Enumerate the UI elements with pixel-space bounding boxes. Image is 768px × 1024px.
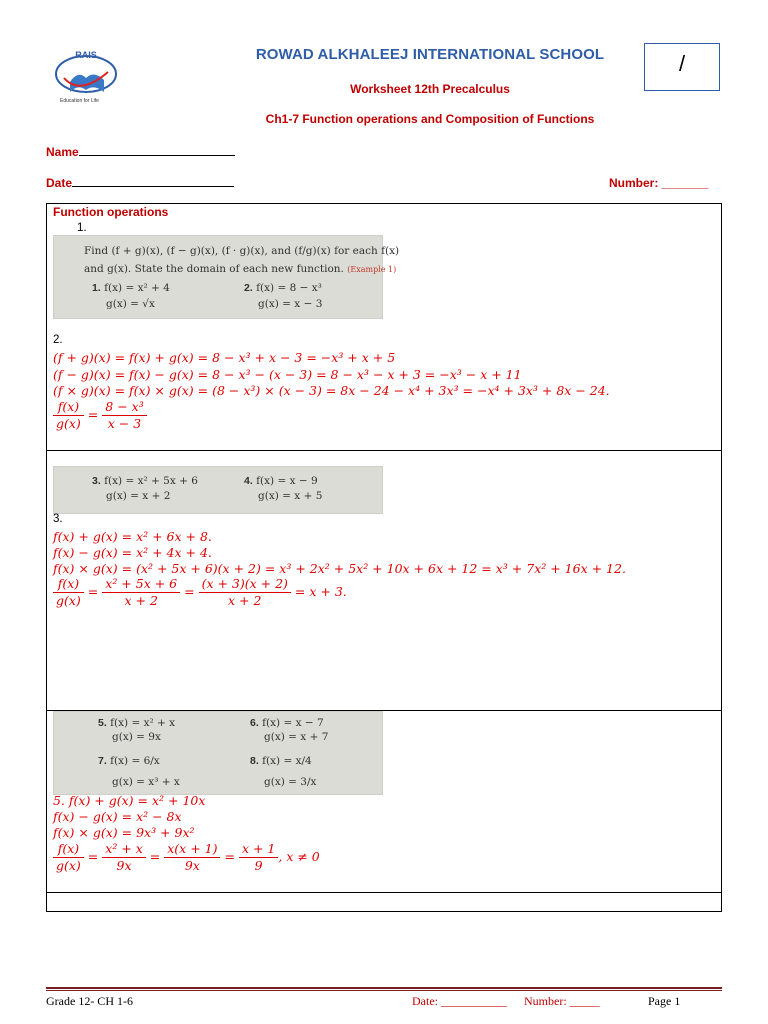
number-field[interactable] <box>609 174 708 192</box>
name-label: Name <box>46 145 79 159</box>
answer-line: (f × g)(x) = f(x) × g(x) = (8 − x³) × (x − 3) = 8x − 24 − x⁴ + 3x³ = −x⁴ + 3x³ + 8x − 24. <box>53 383 610 398</box>
problem-g: g(x) = x − 3 <box>258 298 323 310</box>
footer-date: Date: ___________ <box>412 994 507 1008</box>
section-heading: Function operations <box>53 205 169 219</box>
problem-number: 2. <box>244 282 253 294</box>
date-field[interactable] <box>46 174 234 192</box>
school-logo <box>50 48 122 110</box>
instruction-line-1: Find (f + g)(x), (f − g)(x), (f · g)(x), and (f/g)(x) for each f(x) <box>84 245 400 257</box>
footer-grade: Grade 12- CH 1-6 <box>46 994 133 1008</box>
answer-number: 3. <box>53 513 63 525</box>
quotient-answer: $\frac{f(x)}{g(x)}$ = $\frac{\text{x² + 5x + 6}}{x + 2}$ = $\frac{(x + 3)(x + 2)}{x + 2}$ = x + 3. <box>53 576 347 609</box>
worksheet-title: Worksheet 12th Precalculus <box>350 82 510 96</box>
answer-line: f(x) × g(x) = (x² + 5x + 6)(x + 2) = x³ + 2x² + 5x² + 10x + 6x + 12 = x³ + 7x² + 16x + 12. <box>53 561 626 576</box>
school-name: ROWAD ALKHALEEJ INTERNATIONAL SCHOOL <box>255 46 605 63</box>
problem-f: f(x) = x² + 4 <box>104 282 170 294</box>
problem-number: 1. <box>92 282 101 294</box>
logo-text: RAIS <box>75 50 97 60</box>
worksheet-table <box>46 203 722 912</box>
instruction-line-2: and g(x). State the domain of each new function. <box>84 263 344 275</box>
answer-line: 5. f(x) + g(x) = x² + 10x <box>53 793 206 808</box>
quotient-answer: $\frac{f(x)}{g(x)}$ = $\frac{\text{8 − x³}}{x - 3}$ <box>53 399 147 432</box>
item-number: 1. <box>77 222 87 234</box>
chapter-title: Ch1-7 Function operations and Composition of Functions <box>265 112 595 126</box>
row-divider <box>47 892 721 893</box>
textbook-photo-1 <box>53 235 400 319</box>
problem-f: f(x) = 8 − x³ <box>256 282 322 294</box>
answer-line: f(x) + g(x) = x² + 6x + 8. <box>53 529 212 544</box>
footer-rule <box>46 990 722 991</box>
answer-line: f(x) × g(x) = 9x³ + 9x² <box>53 825 195 840</box>
row-divider <box>47 450 721 451</box>
number-label: Number: <box>609 176 662 190</box>
instruction-ref: (Example 1) <box>347 265 397 274</box>
name-blank[interactable] <box>79 155 235 156</box>
answer-line: (f − g)(x) = f(x) − g(x) = 8 − x³ − (x − 3) = 8 − x³ − x + 3 = −x³ − x + 11 <box>53 367 522 382</box>
date-label: Date <box>46 176 73 190</box>
answer-line: f(x) − g(x) = x² + 4x + 4. <box>53 545 212 560</box>
score-mark: / <box>678 51 686 76</box>
footer-number: Number: _____ <box>524 994 600 1008</box>
number-blank[interactable]: _______ <box>661 176 709 190</box>
textbook-photo-3: 5. f(x) = x² + x g(x) = 9x 6. f(x) = x − 7 g(x) = x + 7 7. f(x) = 6/x g(x) = x³ + x 8. f(x) = x/4 g(x) = 3/x <box>53 711 383 795</box>
score-box[interactable] <box>644 43 720 91</box>
answer-line: (f + g)(x) = f(x) + g(x) = 8 − x³ + x − 3 = −x³ + x + 5 <box>53 350 396 365</box>
answer-number: 2. <box>53 334 63 346</box>
problem-g: g(x) = √x <box>106 298 155 310</box>
footer-page: Page 1 <box>648 994 681 1008</box>
textbook-photo-2: 3. f(x) = x² + 5x + 6 g(x) = x + 2 4. f(x) = x − 9 g(x) = x + 5 <box>53 466 383 514</box>
quotient-answer: $\frac{f(x)}{g(x)}$ = $\frac{\text{x² + x}}{9x}$ = $\frac{x(x + 1)}{9x}$ = $\frac{x + 1}{9}$ , x ≠ 0 <box>53 841 320 874</box>
name-field[interactable] <box>46 143 235 161</box>
answer-line: f(x) − g(x) = x² − 8x <box>53 809 182 824</box>
logo-tagline: Education for Life <box>60 98 99 104</box>
footer-rule <box>46 987 722 989</box>
date-blank[interactable] <box>72 186 234 187</box>
